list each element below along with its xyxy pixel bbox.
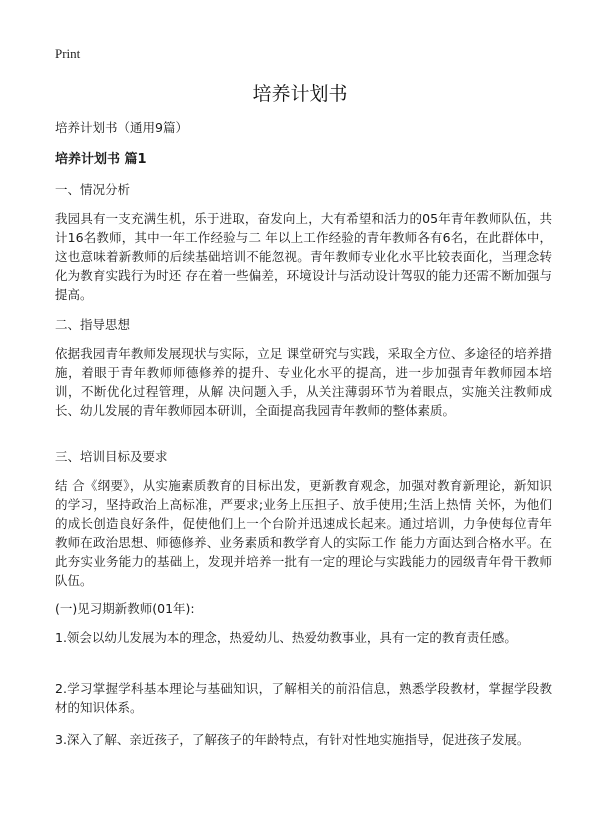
article-heading: 培养计划书 篇1 [55, 152, 147, 167]
print-link[interactable]: Print [55, 46, 81, 61]
paragraph-guiding: 依据我园青年教师发展现状与实际，立足 课堂研究与实践，采取全方位、多途径的培养措施，着眼于青年教师师德修养的提升、专业化水平的提高，进一步加强青年教师园本培训，不断优化过程管理，从解 决问题入手，从关注薄弱环节为着眼点，实施关注教师成长、幼儿发展的青年教师园本研训，全面提高我园青年教师的整体素质。 [55, 346, 552, 418]
list-item-1: 1.领会以幼儿发展为本的理念，热爱幼儿、热爱幼教事业，具有一定的教育责任感。 [55, 630, 517, 645]
paragraph-situation: 我园具有一支充满生机，乐于进取，奋发向上，大有希望和活力的05年青年教师队伍，共计16名教师，其中一年工作经验与二 年以上工作经验的青年教师各有6名，在此群体中，这也意味着新教师的后续基础培训不能忽视。青年教师专业化水平比较表面化，当理念转化为教育实践行为时还 存在着一些偏差，环境设计与活动设计驾驭的能力还需不断加强与提高。 [55, 211, 552, 302]
document-title: 培养计划书 [252, 83, 348, 105]
subheading-intern-teachers: (一)见习期新教师(01年): [55, 601, 195, 616]
document-subtitle: 培养计划书（通用9篇） [55, 120, 188, 135]
list-item-2: 2.学习掌握学科基本理论与基础知识，了解相关的前沿信息，熟悉学段教材，掌握学段教材的知识体系。 [55, 681, 552, 715]
section-heading-goals: 三、培训目标及要求 [55, 449, 168, 464]
section-heading-guiding: 二、指导思想 [55, 317, 131, 332]
list-item-3: 3.深入了解、亲近孩子，了解孩子的年龄特点，有针对性地实施指导，促进孩子发展。 [55, 732, 530, 747]
section-heading-situation: 一、情况分析 [55, 182, 131, 197]
paragraph-goals: 结 合《纲要》，从实施素质教育的目标出发，更新教育观念，加强对教育新理论，新知识的学习，坚持政治上高标准，严要求;业务上压担子、放手使用;生活上热情 关怀，为他们的成长创造良好条件，促使他们上一个台阶并迅速成长起来。通过培训，力争使每位青年教师在政治思想、师德修养、业务素质和教学育人的实际工作 能力方面达到合格水平。在此夯实业务能力的基础上，发现并培养一批有一定的理论与实践能力的园级青年骨干教师队伍。 [55, 478, 552, 588]
